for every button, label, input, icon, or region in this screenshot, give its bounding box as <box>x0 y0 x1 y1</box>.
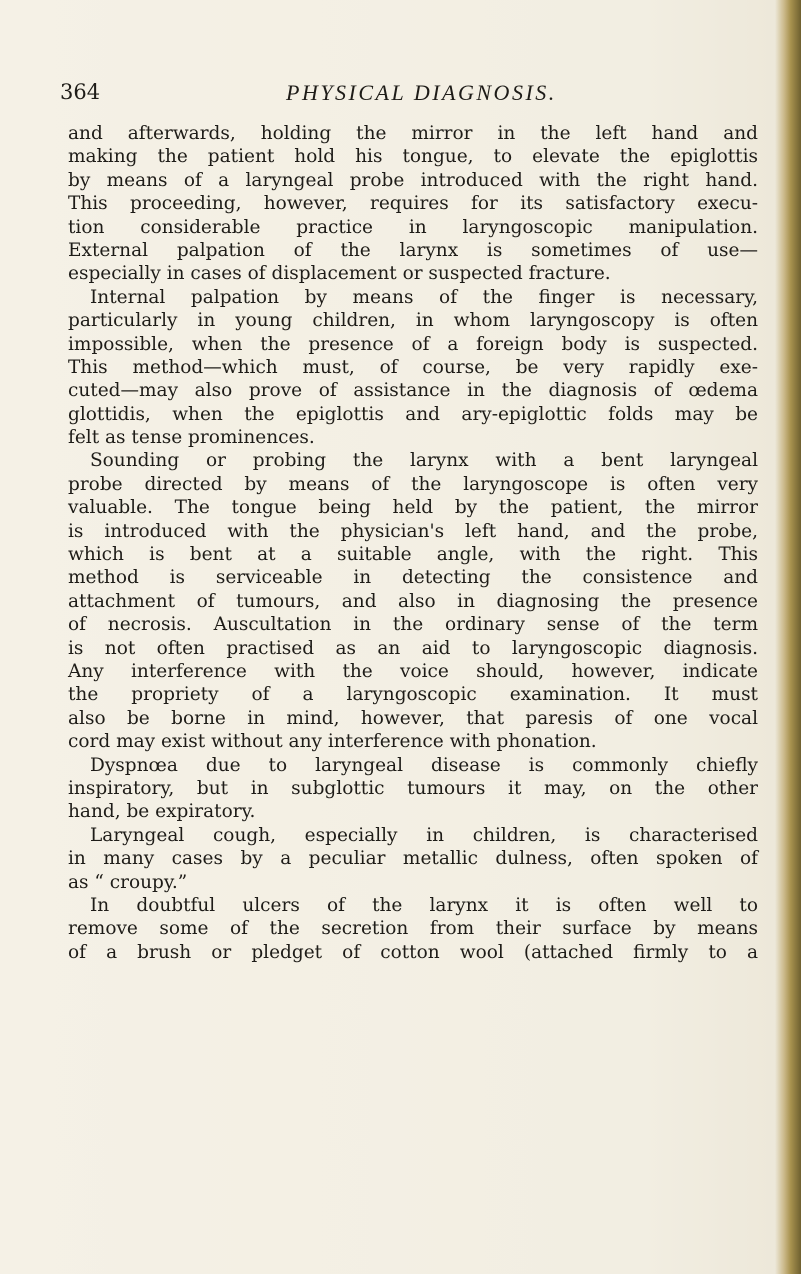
text-line: This method—which must, of course, be very rapidly exe- <box>68 356 758 378</box>
text-line: making the patient hold his tongue, to elevate the epiglottis <box>68 146 758 168</box>
text-line: remove some of the secretion from their surface by means <box>68 918 758 940</box>
text-line: also be borne in mind, however, that paresis of one vocal <box>68 707 758 729</box>
body-text <box>68 122 758 964</box>
page-number: 364 <box>60 80 101 104</box>
running-head <box>60 80 760 110</box>
text-line: Internal palpation by means of the finger is necessary, <box>90 286 758 308</box>
text-line: Any interference with the voice should, however, indicate <box>68 660 758 682</box>
text-line: This proceeding, however, requires for its satisfactory execu- <box>68 193 758 215</box>
text-line: tion considerable practice in laryngoscopic manipulation. <box>68 216 758 238</box>
text-line: In doubtful ulcers of the larynx it is often well to <box>90 894 758 916</box>
text-line: is introduced with the physician's left hand, and the probe, <box>68 520 758 542</box>
text-line: hand, be expiratory. <box>68 801 256 823</box>
text-line: of necrosis. Auscultation in the ordinary sense of the term <box>68 614 758 636</box>
text-line: which is bent at a suitable angle, with the right. This <box>68 544 758 566</box>
text-line: particularly in young children, in whom laryngoscopy is often <box>68 310 758 332</box>
text-line: valuable. The tongue being held by the patient, the mirror <box>68 497 758 519</box>
text-line: probe directed by means of the laryngoscope is often very <box>68 473 758 495</box>
text-line: is not often practised as an aid to laryngoscopic diagnosis. <box>68 637 758 659</box>
text-line: by means of a laryngeal probe introduced with the right hand. <box>68 169 758 191</box>
text-line: attachment of tumours, and also in diagnosing the presence <box>68 590 758 612</box>
text-line: and afterwards, holding the mirror in the left hand and <box>68 123 758 144</box>
text-line: as “ croupy.” <box>68 871 188 893</box>
text-line: Sounding or probing the larynx with a bent laryngeal <box>90 450 758 472</box>
text-line: Dyspnœa due to laryngeal disease is commonly chiefly <box>90 754 758 776</box>
page-edge-shadow <box>775 0 801 1274</box>
text-line: method is serviceable in detecting the consistence and <box>68 567 758 589</box>
text-line: impossible, when the presence of a foreign body is suspected. <box>68 333 758 355</box>
text-line: the propriety of a laryngoscopic examination. It must <box>68 684 758 706</box>
text-line: of a brush or pledget of cotton wool (attached firmly to a <box>68 941 758 963</box>
text-line: Laryngeal cough, especially in children, is characterised <box>90 824 758 846</box>
text-line: felt as tense prominences. <box>68 427 315 449</box>
page-header-title: PHYSICAL DIAGNOSIS. <box>286 80 557 105</box>
text-line: in many cases by a peculiar metallic dulness, often spoken of <box>68 848 758 870</box>
text-line: inspiratory, but in subglottic tumours it may, on the other <box>68 777 758 799</box>
text-line: cuted—may also prove of assistance in the diagnosis of œdema <box>68 380 758 402</box>
text-line: glottidis, when the epiglottis and ary-epiglottic folds may be <box>68 403 758 425</box>
text-line: cord may exist without any interference with phonation. <box>68 731 597 753</box>
text-line: especially in cases of displacement or suspected fracture. <box>68 263 611 285</box>
text-line: External palpation of the larynx is sometimes of use— <box>68 239 758 261</box>
